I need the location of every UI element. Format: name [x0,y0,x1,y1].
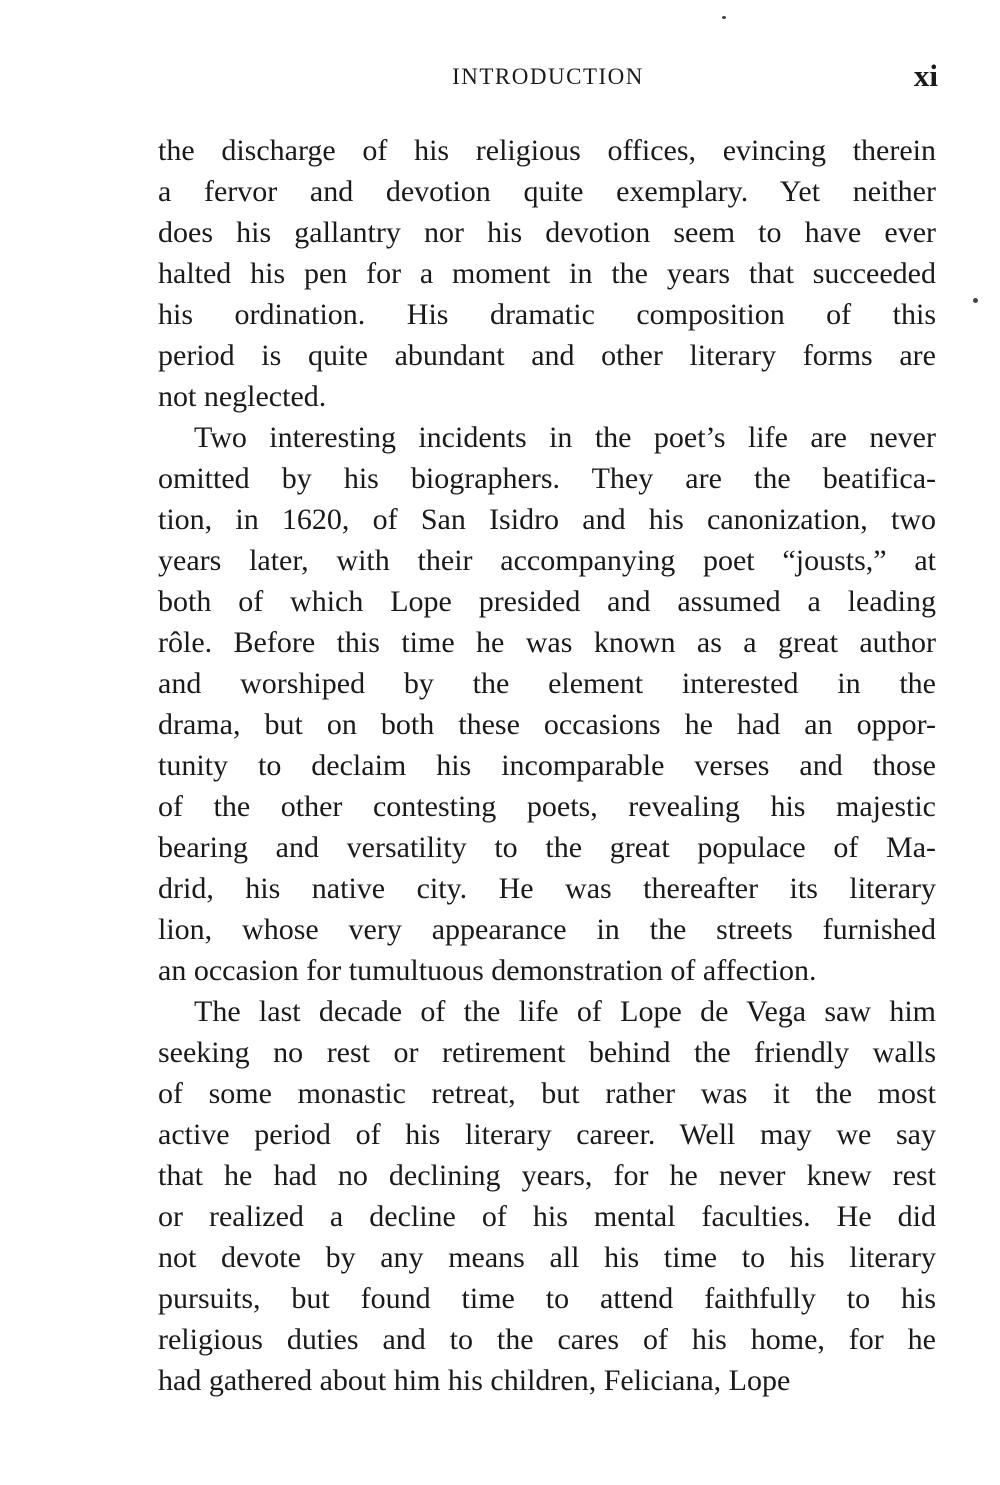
text-line: years later, with their accompanying poet “jousts,” at [158,544,936,577]
text-line: does his gallantry nor his devotion seem to have ever [158,216,936,249]
page-number: xi [913,58,938,93]
text-line: tion, in 1620, of San Isidro and his canonization, two [158,503,936,536]
text-line: Two interesting incidents in the poet’s life are never [194,421,936,454]
text-line: had gathered about him his children, Feliciana, Lope [158,1364,791,1397]
text-line: not neglected. [158,380,327,413]
text-line: period is quite abundant and other literary forms are [158,339,936,372]
text-line: that he had no declining years, for he never knew rest [158,1159,936,1192]
text-line: of the other contesting poets, revealing his majestic [158,790,936,823]
text-line: an occasion for tumultuous demonstration of affection. [158,954,817,987]
scan-speck [973,298,978,303]
text-line: rôle. Before this time he was known as a great author [158,626,936,659]
text-line: of some monastic retreat, but rather was it the most [158,1077,936,1110]
text-line: halted his pen for a moment in the years that succeeded [158,257,936,290]
text-line: his ordination. His dramatic composition of this [158,298,936,331]
paragraph [158,130,936,417]
paragraph [158,991,936,1401]
text-line: drama, but on both these occasions he had an oppor- [158,708,936,741]
text-line: or realized a decline of his mental faculties. He did [158,1200,936,1233]
text-line: the discharge of his religious offices, evincing therein [158,134,936,167]
paragraph [158,417,936,991]
text-line: bearing and versatility to the great populace of Ma- [158,831,936,864]
text-line: a fervor and devotion quite exemplary. Yet neither [158,175,936,208]
text-line: omitted by his biographers. They are the beatifica- [158,462,936,495]
text-line: drid, his native city. He was thereafter its literary [158,872,936,905]
text-line: tunity to declaim his incomparable verses and those [158,749,936,782]
text-line: pursuits, but found time to attend faithfully to his [158,1282,936,1315]
running-head [158,58,938,98]
text-line: The last decade of the life of Lope de Vega saw him [194,995,936,1028]
body-text [158,130,936,1401]
text-line: and worshiped by the element interested in the [158,667,936,700]
text-line: not devote by any means all his time to his literary [158,1241,936,1274]
scan-speck [722,16,726,19]
text-line: both of which Lope presided and assumed a leading [158,585,936,618]
text-line: active period of his literary career. Well may we say [158,1118,936,1151]
text-line: religious duties and to the cares of his home, for he [158,1323,936,1356]
text-line: lion, whose very appearance in the streets furnished [158,913,936,946]
text-line: seeking no rest or retirement behind the friendly walls [158,1036,936,1069]
running-title: INTRODUCTION [452,64,644,89]
